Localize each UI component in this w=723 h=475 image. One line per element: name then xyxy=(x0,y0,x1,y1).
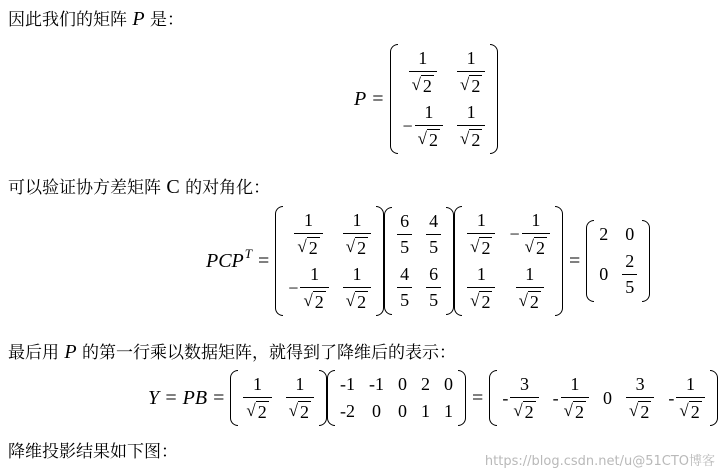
fraction xyxy=(676,374,704,422)
denominator xyxy=(426,287,441,311)
matrix-data xyxy=(327,370,466,426)
numerator: 4 xyxy=(400,264,410,284)
matrix-entry xyxy=(372,401,381,422)
sqrt xyxy=(470,291,492,312)
denominator xyxy=(561,397,589,422)
entry-value: -1 xyxy=(340,374,356,394)
matrix-entry xyxy=(457,102,485,150)
denominator xyxy=(243,397,271,422)
paragraph-diagonalize xyxy=(8,176,270,199)
matrix-entry xyxy=(343,264,371,312)
matrix-grid xyxy=(594,220,642,302)
radicand: 2 xyxy=(524,402,534,422)
denominator-value: 5 xyxy=(400,237,410,257)
radical-sign: √ xyxy=(679,401,689,420)
fraction xyxy=(409,48,437,96)
matrix-entry xyxy=(599,264,608,285)
numerator: 3 xyxy=(635,374,645,394)
denominator xyxy=(467,287,495,312)
matrix-p xyxy=(390,44,499,154)
fraction xyxy=(516,264,544,312)
entry-value: 0 xyxy=(599,264,609,284)
denominator xyxy=(343,287,371,312)
radicand: 2 xyxy=(529,292,539,312)
radicand: 2 xyxy=(300,402,310,422)
matrix-result xyxy=(489,370,717,426)
matrix-entry xyxy=(668,374,704,422)
matrix-grid xyxy=(497,370,709,426)
matrix-entry xyxy=(599,224,608,245)
sqrt xyxy=(470,237,492,258)
right-bracket xyxy=(710,370,718,426)
matrix-entry xyxy=(403,102,444,150)
left-bracket xyxy=(275,206,283,316)
denominator xyxy=(457,71,485,96)
denominator xyxy=(676,397,704,422)
numerator: 1 xyxy=(424,102,434,122)
sqrt xyxy=(246,401,268,422)
numerator: 1 xyxy=(476,210,486,230)
radical-sign: √ xyxy=(470,291,480,310)
left-bracket xyxy=(586,220,594,302)
matrix-entry xyxy=(288,264,329,312)
matrix-first-row xyxy=(230,370,327,426)
eq2-equals-2: = xyxy=(568,249,581,272)
var-p-2: P xyxy=(64,341,77,363)
matrix-entry xyxy=(622,251,637,298)
matrix-entry xyxy=(426,264,441,311)
matrix-entry xyxy=(340,401,355,422)
denominator xyxy=(300,287,328,312)
fraction xyxy=(522,210,550,258)
matrix-entry xyxy=(398,401,407,422)
radicand: 2 xyxy=(314,292,324,312)
fraction xyxy=(457,48,485,96)
matrix-entry xyxy=(603,388,612,409)
fraction xyxy=(622,251,637,298)
matrix-entry xyxy=(421,374,430,395)
denominator xyxy=(510,397,538,422)
right-bracket xyxy=(458,370,466,426)
denominator xyxy=(343,233,371,258)
matrix-entry xyxy=(444,401,453,422)
entry-value: 0 xyxy=(398,374,408,394)
matrix-entry xyxy=(421,401,430,422)
radical-sign: √ xyxy=(345,237,356,256)
eq3-equals: = xyxy=(213,386,225,409)
fraction xyxy=(457,102,485,150)
left-bracket xyxy=(454,206,462,316)
matrix-grid xyxy=(392,207,446,315)
radicand: 2 xyxy=(535,238,545,258)
matrix-grid xyxy=(283,206,376,316)
para1-text: 因此我们的矩阵 xyxy=(8,10,127,30)
sqrt xyxy=(679,401,701,422)
matrix-p-left xyxy=(275,206,384,316)
sqrt xyxy=(289,401,311,422)
watermark: https://blog.csdn.net/u@51CTO博客 xyxy=(484,454,715,469)
fraction xyxy=(286,374,314,422)
denominator xyxy=(397,234,412,258)
fraction xyxy=(343,264,371,312)
radical-sign: √ xyxy=(563,401,573,420)
radicand: 2 xyxy=(575,402,584,422)
matrix-entry xyxy=(397,264,412,311)
matrix-entry xyxy=(243,374,271,422)
radicand: 2 xyxy=(357,238,367,258)
matrix-diagonal xyxy=(586,220,650,302)
denominator xyxy=(522,233,550,258)
numerator: 6 xyxy=(429,264,439,284)
right-bracket xyxy=(490,44,498,154)
radical-sign: √ xyxy=(288,401,299,420)
numerator: 1 xyxy=(531,210,541,230)
matrix-entry xyxy=(553,374,589,422)
entry-value: -1 xyxy=(369,374,385,394)
radical-sign: √ xyxy=(513,401,523,420)
fraction xyxy=(426,264,441,311)
minus-sign: - xyxy=(668,387,675,408)
left-bracket xyxy=(230,370,238,426)
numerator: 1 xyxy=(686,374,696,394)
matrix-grid xyxy=(238,370,319,426)
para2-suffix: 的对角化： xyxy=(185,178,271,198)
matrix-entry xyxy=(457,48,485,96)
radical-sign: √ xyxy=(345,291,356,310)
matrix-entry xyxy=(444,374,453,395)
radicand: 2 xyxy=(357,292,367,312)
para1-suffix: 是： xyxy=(150,10,185,30)
matrix-entry xyxy=(409,48,437,96)
matrix-entry xyxy=(397,211,412,258)
para3-suffix: 的第一行乘以数据矩阵，就得到了降维后的表示： xyxy=(82,343,457,363)
matrix-entry xyxy=(626,374,654,422)
fraction xyxy=(510,374,538,422)
sqrt xyxy=(513,401,535,422)
var-p: P xyxy=(132,8,145,30)
entry-value: 0 xyxy=(372,401,382,421)
eq3-lhs: Y = PB xyxy=(148,386,208,409)
numerator: 1 xyxy=(310,264,320,284)
matrix-grid xyxy=(462,206,555,316)
eq2-equals: = xyxy=(258,249,270,272)
paragraph-reduction xyxy=(8,341,456,364)
paragraph-result xyxy=(8,441,178,463)
matrix-entry xyxy=(294,210,322,258)
fraction xyxy=(426,211,441,258)
sqrt xyxy=(629,401,651,422)
fraction xyxy=(300,264,328,312)
denominator xyxy=(516,287,544,312)
numerator: 1 xyxy=(466,48,476,68)
minus-sign: - xyxy=(552,387,559,408)
radicand: 2 xyxy=(422,76,432,96)
matrix-grid xyxy=(398,44,491,154)
denominator xyxy=(426,234,441,258)
eq2-lhs: $PCP^T$ xyxy=(206,245,253,272)
sqrt xyxy=(303,291,325,312)
radicand: 2 xyxy=(640,402,650,422)
entry-value: 1 xyxy=(444,401,454,421)
fraction xyxy=(561,374,589,422)
equation-diagonalization xyxy=(206,206,650,316)
matrix-entry xyxy=(369,374,384,395)
entry-value: 0 xyxy=(625,224,635,244)
paragraph-matrix-p xyxy=(8,8,184,31)
right-bracket xyxy=(642,220,650,302)
entry-value: 2 xyxy=(599,224,609,244)
radical-sign: √ xyxy=(460,75,470,94)
right-bracket xyxy=(319,370,327,426)
minus-sign: − xyxy=(288,277,299,298)
sqrt xyxy=(525,237,547,258)
denominator xyxy=(286,397,314,422)
numerator: 1 xyxy=(476,264,486,284)
entry-value: -2 xyxy=(340,401,356,421)
minus-sign: - xyxy=(502,387,509,408)
fraction xyxy=(343,210,371,258)
denominator xyxy=(622,274,637,298)
left-bracket xyxy=(327,370,335,426)
radical-sign: √ xyxy=(417,129,427,148)
radical-sign: √ xyxy=(629,401,639,420)
para3-text: 最后用 xyxy=(8,343,59,363)
fraction xyxy=(243,374,271,422)
matrix-entry xyxy=(343,210,371,258)
sqrt xyxy=(412,75,434,96)
radicand: 2 xyxy=(257,402,267,422)
matrix-entry xyxy=(340,374,355,395)
entry-value: 0 xyxy=(398,401,408,421)
transpose-sup: T xyxy=(244,245,253,261)
left-bracket xyxy=(489,370,497,426)
radical-sign: √ xyxy=(518,291,528,310)
para2-text: 可以验证协方差矩阵 xyxy=(8,178,161,198)
numerator: 1 xyxy=(352,210,362,230)
sqrt xyxy=(297,237,319,258)
para4-text: 降维投影结果如下图： xyxy=(8,442,178,462)
numerator: 1 xyxy=(525,264,535,284)
matrix-entry xyxy=(625,224,634,245)
fraction xyxy=(467,210,495,258)
numerator: 1 xyxy=(304,210,314,230)
radicand: 2 xyxy=(429,130,438,150)
numerator: 3 xyxy=(519,374,529,394)
matrix-entry xyxy=(509,210,550,258)
sqrt xyxy=(564,401,586,422)
radicand: 2 xyxy=(481,292,491,312)
equation-p-matrix xyxy=(354,44,498,154)
sqrt xyxy=(418,129,440,150)
matrix-grid xyxy=(335,370,458,426)
entry-value: 0 xyxy=(444,374,454,394)
radical-sign: √ xyxy=(297,237,307,256)
var-c: C xyxy=(166,176,180,198)
fraction xyxy=(397,264,412,311)
radical-sign: √ xyxy=(460,129,470,148)
radicand: 2 xyxy=(690,402,700,422)
matrix-p-transpose xyxy=(454,206,563,316)
sqrt xyxy=(519,291,541,312)
radicand: 2 xyxy=(308,238,318,258)
entry-value: 2 xyxy=(421,374,431,394)
radical-sign: √ xyxy=(470,237,480,256)
numerator: 2 xyxy=(625,251,635,271)
denominator-value: 5 xyxy=(400,290,410,310)
eq1-equals: = xyxy=(372,87,384,110)
equation-projection xyxy=(148,370,718,426)
numerator: 6 xyxy=(400,211,410,231)
radical-sign: √ xyxy=(303,291,313,310)
numerator: 1 xyxy=(352,264,362,284)
matrix-entry xyxy=(398,374,407,395)
fraction xyxy=(397,211,412,258)
left-bracket xyxy=(390,44,398,154)
numerator: 1 xyxy=(466,102,476,122)
radical-sign: √ xyxy=(246,401,256,420)
eq3-equals-2: = xyxy=(472,386,484,409)
right-bracket xyxy=(555,206,563,316)
radicand: 2 xyxy=(471,76,481,96)
right-bracket xyxy=(446,207,454,315)
numerator: 1 xyxy=(570,374,580,394)
denominator xyxy=(457,125,485,150)
radicand: 2 xyxy=(471,130,481,150)
denominator xyxy=(415,125,443,150)
numerator: 1 xyxy=(253,374,263,394)
radical-sign: √ xyxy=(524,237,534,256)
sqrt xyxy=(346,291,368,312)
numerator: 4 xyxy=(429,211,439,231)
denominator xyxy=(626,397,654,422)
matrix-covariance xyxy=(384,207,454,315)
matrix-entry xyxy=(426,211,441,258)
sqrt xyxy=(460,129,482,150)
fraction xyxy=(415,102,443,150)
fraction xyxy=(626,374,654,422)
matrix-entry xyxy=(286,374,314,422)
left-bracket xyxy=(384,207,392,315)
matrix-entry xyxy=(502,374,538,422)
matrix-entry xyxy=(467,264,495,312)
eq1-lhs: P xyxy=(354,87,367,110)
entry-value: 0 xyxy=(603,387,612,408)
sqrt xyxy=(460,75,482,96)
denominator-value: 5 xyxy=(429,290,439,310)
minus-sign: − xyxy=(509,223,520,244)
denominator xyxy=(409,71,437,96)
radicand: 2 xyxy=(481,238,491,258)
fraction xyxy=(467,264,495,312)
denominator xyxy=(294,233,322,258)
right-bracket xyxy=(376,206,384,316)
numerator: 1 xyxy=(418,48,428,68)
denominator xyxy=(397,287,412,311)
matrix-entry xyxy=(467,210,495,258)
fraction xyxy=(294,210,322,258)
denominator xyxy=(467,233,495,258)
denominator-value: 5 xyxy=(429,237,439,257)
numerator: 1 xyxy=(295,374,305,394)
matrix-entry xyxy=(516,264,544,312)
minus-sign: − xyxy=(402,115,413,136)
denominator-value: 5 xyxy=(625,277,635,297)
radical-sign: √ xyxy=(411,75,421,94)
entry-value: 1 xyxy=(421,401,431,421)
sqrt xyxy=(346,237,368,258)
